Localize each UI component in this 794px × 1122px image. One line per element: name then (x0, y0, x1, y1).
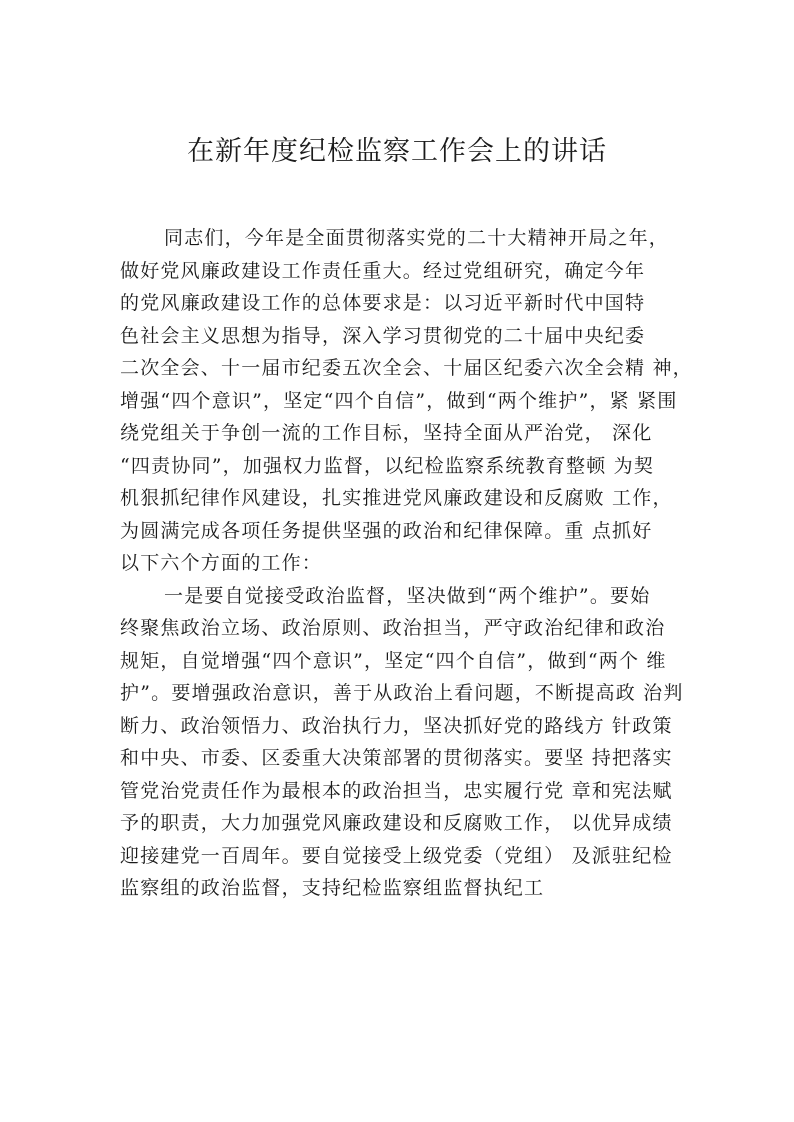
paragraph-1-line: 的党风廉政建设工作的总体要求是：以习近平新时代中国特 (120, 292, 646, 314)
paragraph-2-line: 一是要自觉接受政治监督，坚决做到“两个维护”。要始 (164, 584, 651, 607)
paragraph-2-line: 规矩，自觉增强“四个意识”，坚定“四个自信”，做到“两个 维 (120, 649, 667, 672)
paragraph-1-line: 二次全会、十一届市纪委五次全会、十届区纪委六次全会精 神， (120, 357, 693, 379)
paragraph-2-line: 护”。要增强政治意识，善于从政治上看问题，不断提高政 治判 (120, 682, 684, 704)
paragraph-2-line: 断力、政治领悟力、政治执行力，坚决抓好党的路线方 针政策 (120, 714, 673, 737)
paragraph-2-line: 迎接建党一百周年。要自觉接受上级党委（党组） 及派驻纪检 (120, 844, 673, 867)
paragraph-1-line: 绕党组关于争创一流的工作目标，坚持全面从严治党， 深化 (120, 422, 653, 444)
paragraph-2-line: 管党治党责任作为最根本的政治担当，忠实履行党 章和宪法赋 (120, 779, 673, 802)
document-title: 在新年度纪检监察工作会上的讲话 (187, 136, 607, 167)
paragraph-2-line: 监察组的政治监督，支持纪检监察组监督执纪工 (120, 877, 545, 899)
paragraph-1-line: 色社会主义思想为指导，深入学习贯彻党的二十届中央纪委 (120, 324, 646, 347)
document-body (120, 222, 720, 905)
paragraph-1-line: 增强“四个意识”，坚定“四个自信”，做到“两个维护”，紧 紧围 (120, 389, 678, 412)
paragraph-1-line: 同志们，今年是全面贯彻落实党的二十大精神开局之年， (164, 227, 670, 249)
paragraph-1-line: 机狠抓纪律作风建设，扎实推进党风廉政建设和反腐败 工作， (120, 487, 673, 509)
paragraph-2-line: 终聚焦政治立场、政治原则、政治担当，严守政治纪律和政治 (120, 617, 666, 639)
paragraph-1-line: 为圆满完成各项任务提供坚强的政治和纪律保障。重 点抓好 (120, 519, 653, 542)
paragraph-2-line: 予的职责，大力加强党风廉政建设和反腐败工作， 以优异成绩 (120, 812, 673, 834)
paragraph-2-line: 和中央、市委、区委重大决策部署的贯彻落实。要坚 持把落实 (120, 747, 673, 769)
paragraph-1-line: 做好党风廉政建设工作责任重大。经过党组研究，确定今年 (120, 259, 646, 282)
paragraph-1-line: “四责协同”，加强权力监督，以纪检监察系统教育整顿 为契 (120, 454, 655, 477)
paragraph-1-line: 以下六个方面的工作： (120, 552, 323, 574)
